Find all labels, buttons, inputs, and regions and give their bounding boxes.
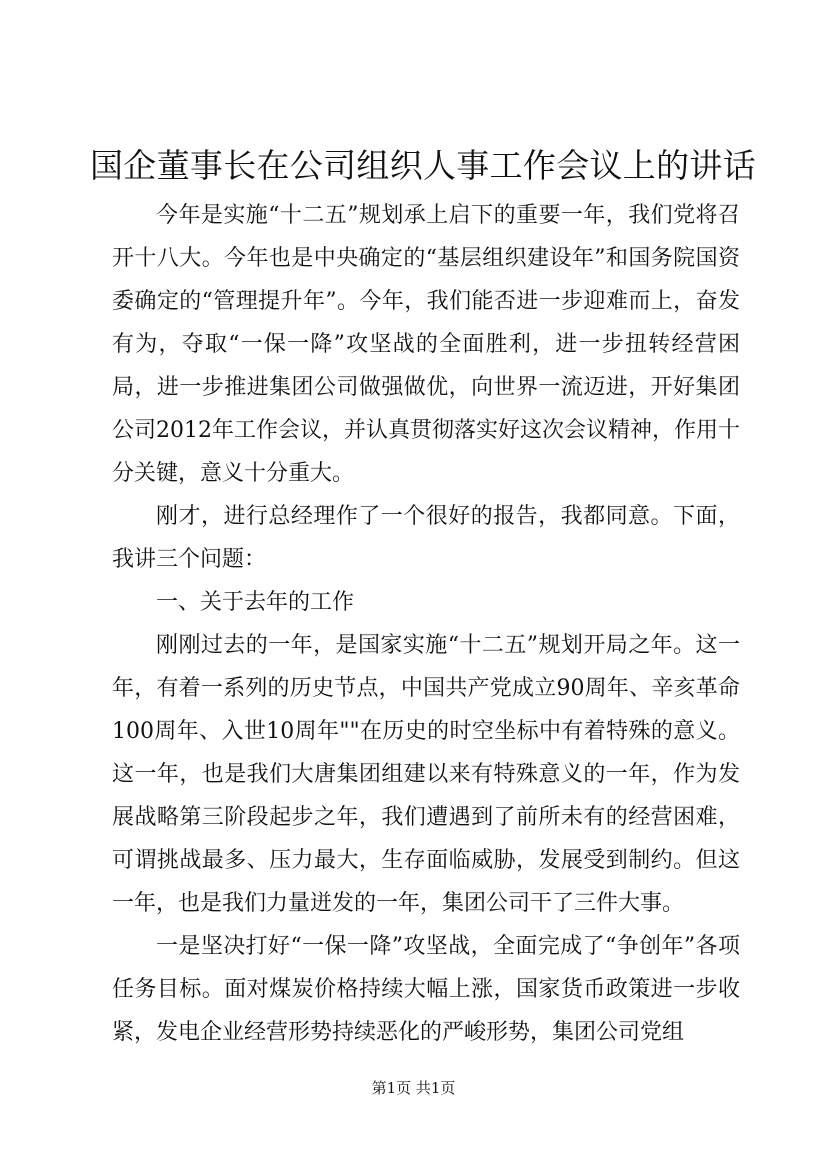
- document-body: [112, 194, 740, 1054]
- section-heading-1: 一、关于去年的工作: [156, 590, 355, 615]
- document-title: 国企董事长在公司组织人事工作会议上的讲话: [90, 146, 756, 185]
- paragraph-2: 刚才，进行总经理作了一个很好的报告，我都同意。下面，我讲三个问题：: [112, 504, 740, 572]
- paragraph-3: 刚刚过去的一年，是国家实施“十二五”规划开局之年。这一年，有着一系列的历史节点，中国共产党成立90周年、辛亥革命100周年、入世10周年""在历史的时空坐标中有着特殊的意义。这一年，也是我们大唐集团组建以来有特殊意义的一年，作为发展战略第三阶段起步之年，我们遭遇到了前所未有的经营困难，可谓挑战最多、压力最大，生存面临威胁，发展受到制约。但这一年，也是我们力量迸发的一年，集团公司干了三件大事。: [112, 633, 740, 916]
- page-number-footer: 第1页 共1页: [371, 1079, 456, 1097]
- paragraph-4: 一是坚决打好“一保一降”攻坚战，全面完成了“争创年”各项任务目标。面对煤炭价格持续大幅上涨，国家货币政策进一步收紧，发电企业经营形势持续恶化的严峻形势，集团公司党组: [112, 934, 740, 1045]
- paragraph-1: 今年是实施“十二五”规划承上启下的重要一年，我们党将召开十八大。今年也是中央确定的“基层组织建设年”和国务院国资委确定的“管理提升年”。今年，我们能否进一步迎难而上，奋发有为，夺取“一保一降”攻坚战的全面胜利，进一步扭转经营困局，进一步推进集团公司做强做优，向世界一流迈进，开好集团公司2012年工作会议，并认真贯彻落实好这次会议精神，作用十分关键，意义十分重大。: [112, 203, 740, 486]
